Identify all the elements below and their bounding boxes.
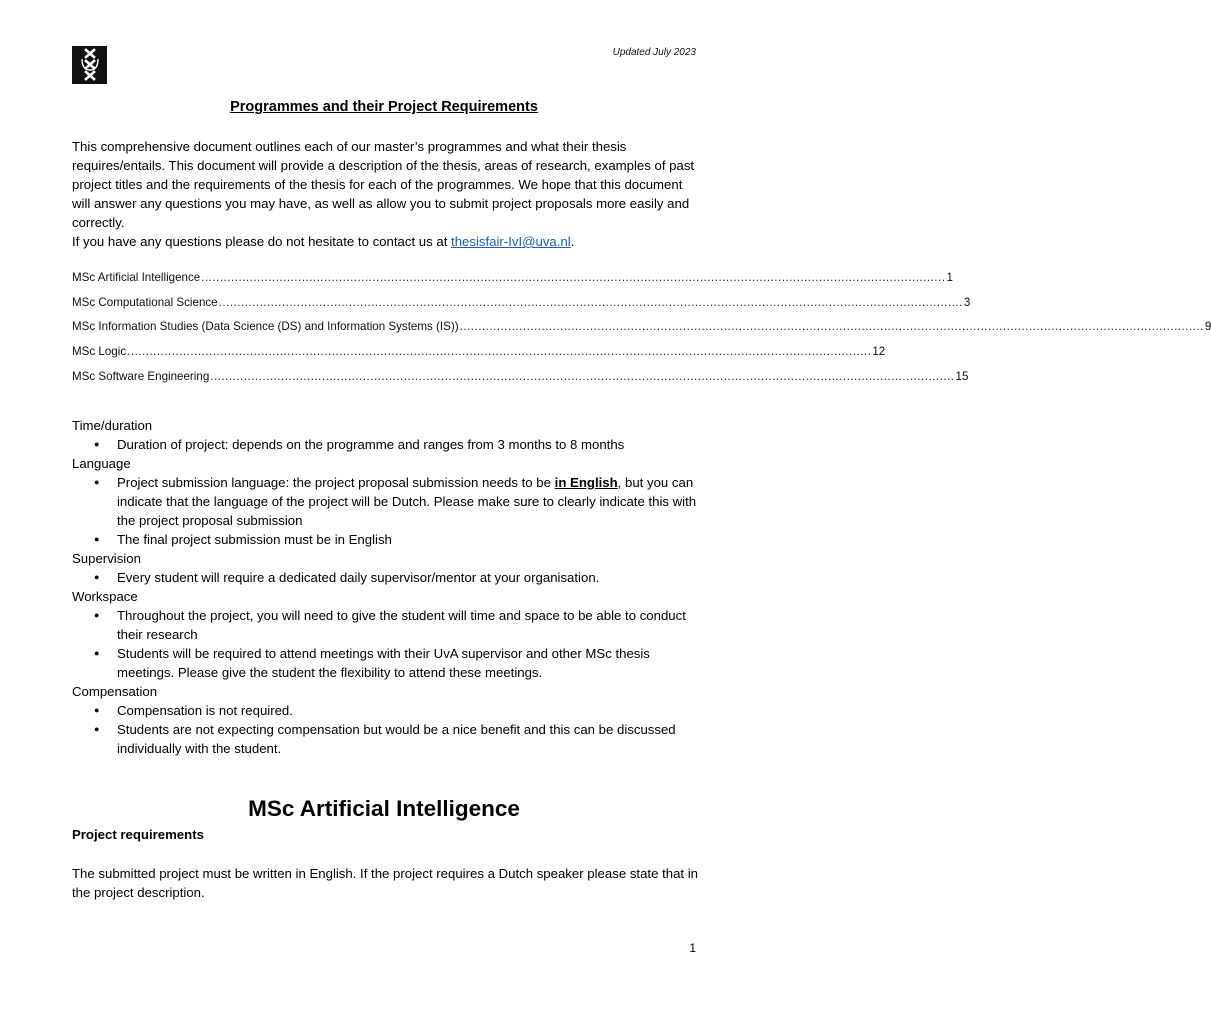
toc-entry-logic[interactable]	[72, 345, 886, 370]
list-item: ● Duration of project: depends on the programme and ranges from 3 months to 8 months	[72, 435, 698, 454]
language-list	[72, 473, 698, 549]
toc-entry-page: 1	[946, 271, 953, 284]
updated-date: Updated July 2023	[612, 47, 696, 58]
table-of-contents	[72, 271, 1211, 394]
supervision-list	[72, 568, 698, 587]
toc-entry-title: MSc Logic	[72, 345, 127, 359]
contact-suffix: .	[570, 234, 575, 249]
language-heading: Language	[72, 456, 131, 471]
toc-entry-title: MSc Information Studies (Data Science (DS) and Information Systems (IS))	[72, 320, 459, 334]
ai-section-heading: MSc Artificial Intelligence	[248, 796, 520, 821]
workspace-heading: Workspace	[72, 589, 138, 604]
toc-entry-page: 12	[872, 345, 886, 359]
toc-dot-leader: ........................................................................................................................................................................................................	[201, 271, 946, 284]
compensation-list	[72, 701, 698, 758]
general-info	[72, 416, 698, 758]
toc-entry-ai[interactable]	[72, 271, 953, 296]
toc-entry-software-engineering[interactable]	[72, 369, 969, 395]
supervision-heading: Supervision	[72, 551, 141, 566]
contact-prefix: If you have any questions please do not hesitate to contact us at	[72, 234, 452, 249]
time-heading: Time/duration	[72, 418, 153, 433]
toc-entry-page: 3	[963, 295, 971, 309]
document-title: Programmes and their Project Requirements	[230, 99, 538, 115]
toc-entry-title: MSc Software Engineering	[72, 369, 210, 383]
list-item	[72, 473, 698, 530]
toc-dot-leader: ........................................................................................................................................................................................................	[218, 295, 963, 309]
intro-paragraph: This comprehensive document outlines each of our master’s programmes and what their thesis requires/entails. This document will provide a description of the thesis, areas of research, examples of past project titles and the requirements of the thesis for each of the programmes. We hope that this document will answer any questions you may have, as well as allow you to submit project proposals more easily and correctly.	[72, 139, 695, 230]
list-item: ● Compensation is not required.	[72, 701, 698, 720]
list-item: ● Every student will require a dedicated daily supervisor/mentor at your organisation.	[72, 568, 698, 587]
compensation-heading: Compensation	[72, 684, 158, 699]
page-number: 1	[689, 941, 696, 955]
language-item-text-cont: , but you can indicate that the language of the project will be Dutch. Please make sure to clearly indicate this with the project proposal submission	[117, 475, 697, 528]
crosses-icon	[79, 48, 101, 82]
project-requirements-label: Project requirements	[72, 827, 204, 842]
toc-entry-page: 9	[1204, 320, 1211, 334]
workspace-list	[72, 606, 698, 682]
list-item: ● Students will be required to attend meetings with their UvA supervisor and other MSc thesis meetings. Please give the student the flexibility to attend these meetings.	[72, 644, 698, 682]
list-item: ● Throughout the project, you will need to give the student will time and space to be able to conduct their research	[72, 606, 698, 644]
time-list	[72, 435, 698, 454]
university-logo	[72, 46, 107, 84]
toc-dot-leader: ........................................................................................................................................................................................................	[127, 345, 872, 359]
intro-section	[72, 137, 698, 251]
contact-line	[72, 232, 698, 251]
toc-dot-leader: ........................................................................................................................................................................................................	[210, 369, 955, 383]
contact-email-link[interactable]: thesisfair-IvI@uva.nl	[451, 234, 571, 249]
toc-entry-page: 15	[955, 369, 969, 383]
toc-entry-title: MSc Artificial Intelligence	[72, 271, 201, 284]
list-item: ● Students are not expecting compensation but would be a nice benefit and this can be discussed individually with the student.	[72, 720, 698, 758]
project-requirements-text: The submitted project must be written in English. If the project requires a Dutch speaker please state that in the project description.	[72, 866, 698, 900]
language-item-text: Project submission language: the project proposal submission needs to be	[117, 475, 555, 490]
toc-entry-information-studies[interactable]	[72, 320, 1211, 345]
toc-entry-title: MSc Computational Science	[72, 295, 218, 309]
toc-entry-computational-science[interactable]	[72, 295, 971, 321]
toc-dot-leader: ........................................................................................................................................................................................................	[459, 320, 1204, 334]
language-emphasis: in English	[554, 475, 618, 490]
list-item: ● The final project submission must be in English	[72, 530, 698, 549]
